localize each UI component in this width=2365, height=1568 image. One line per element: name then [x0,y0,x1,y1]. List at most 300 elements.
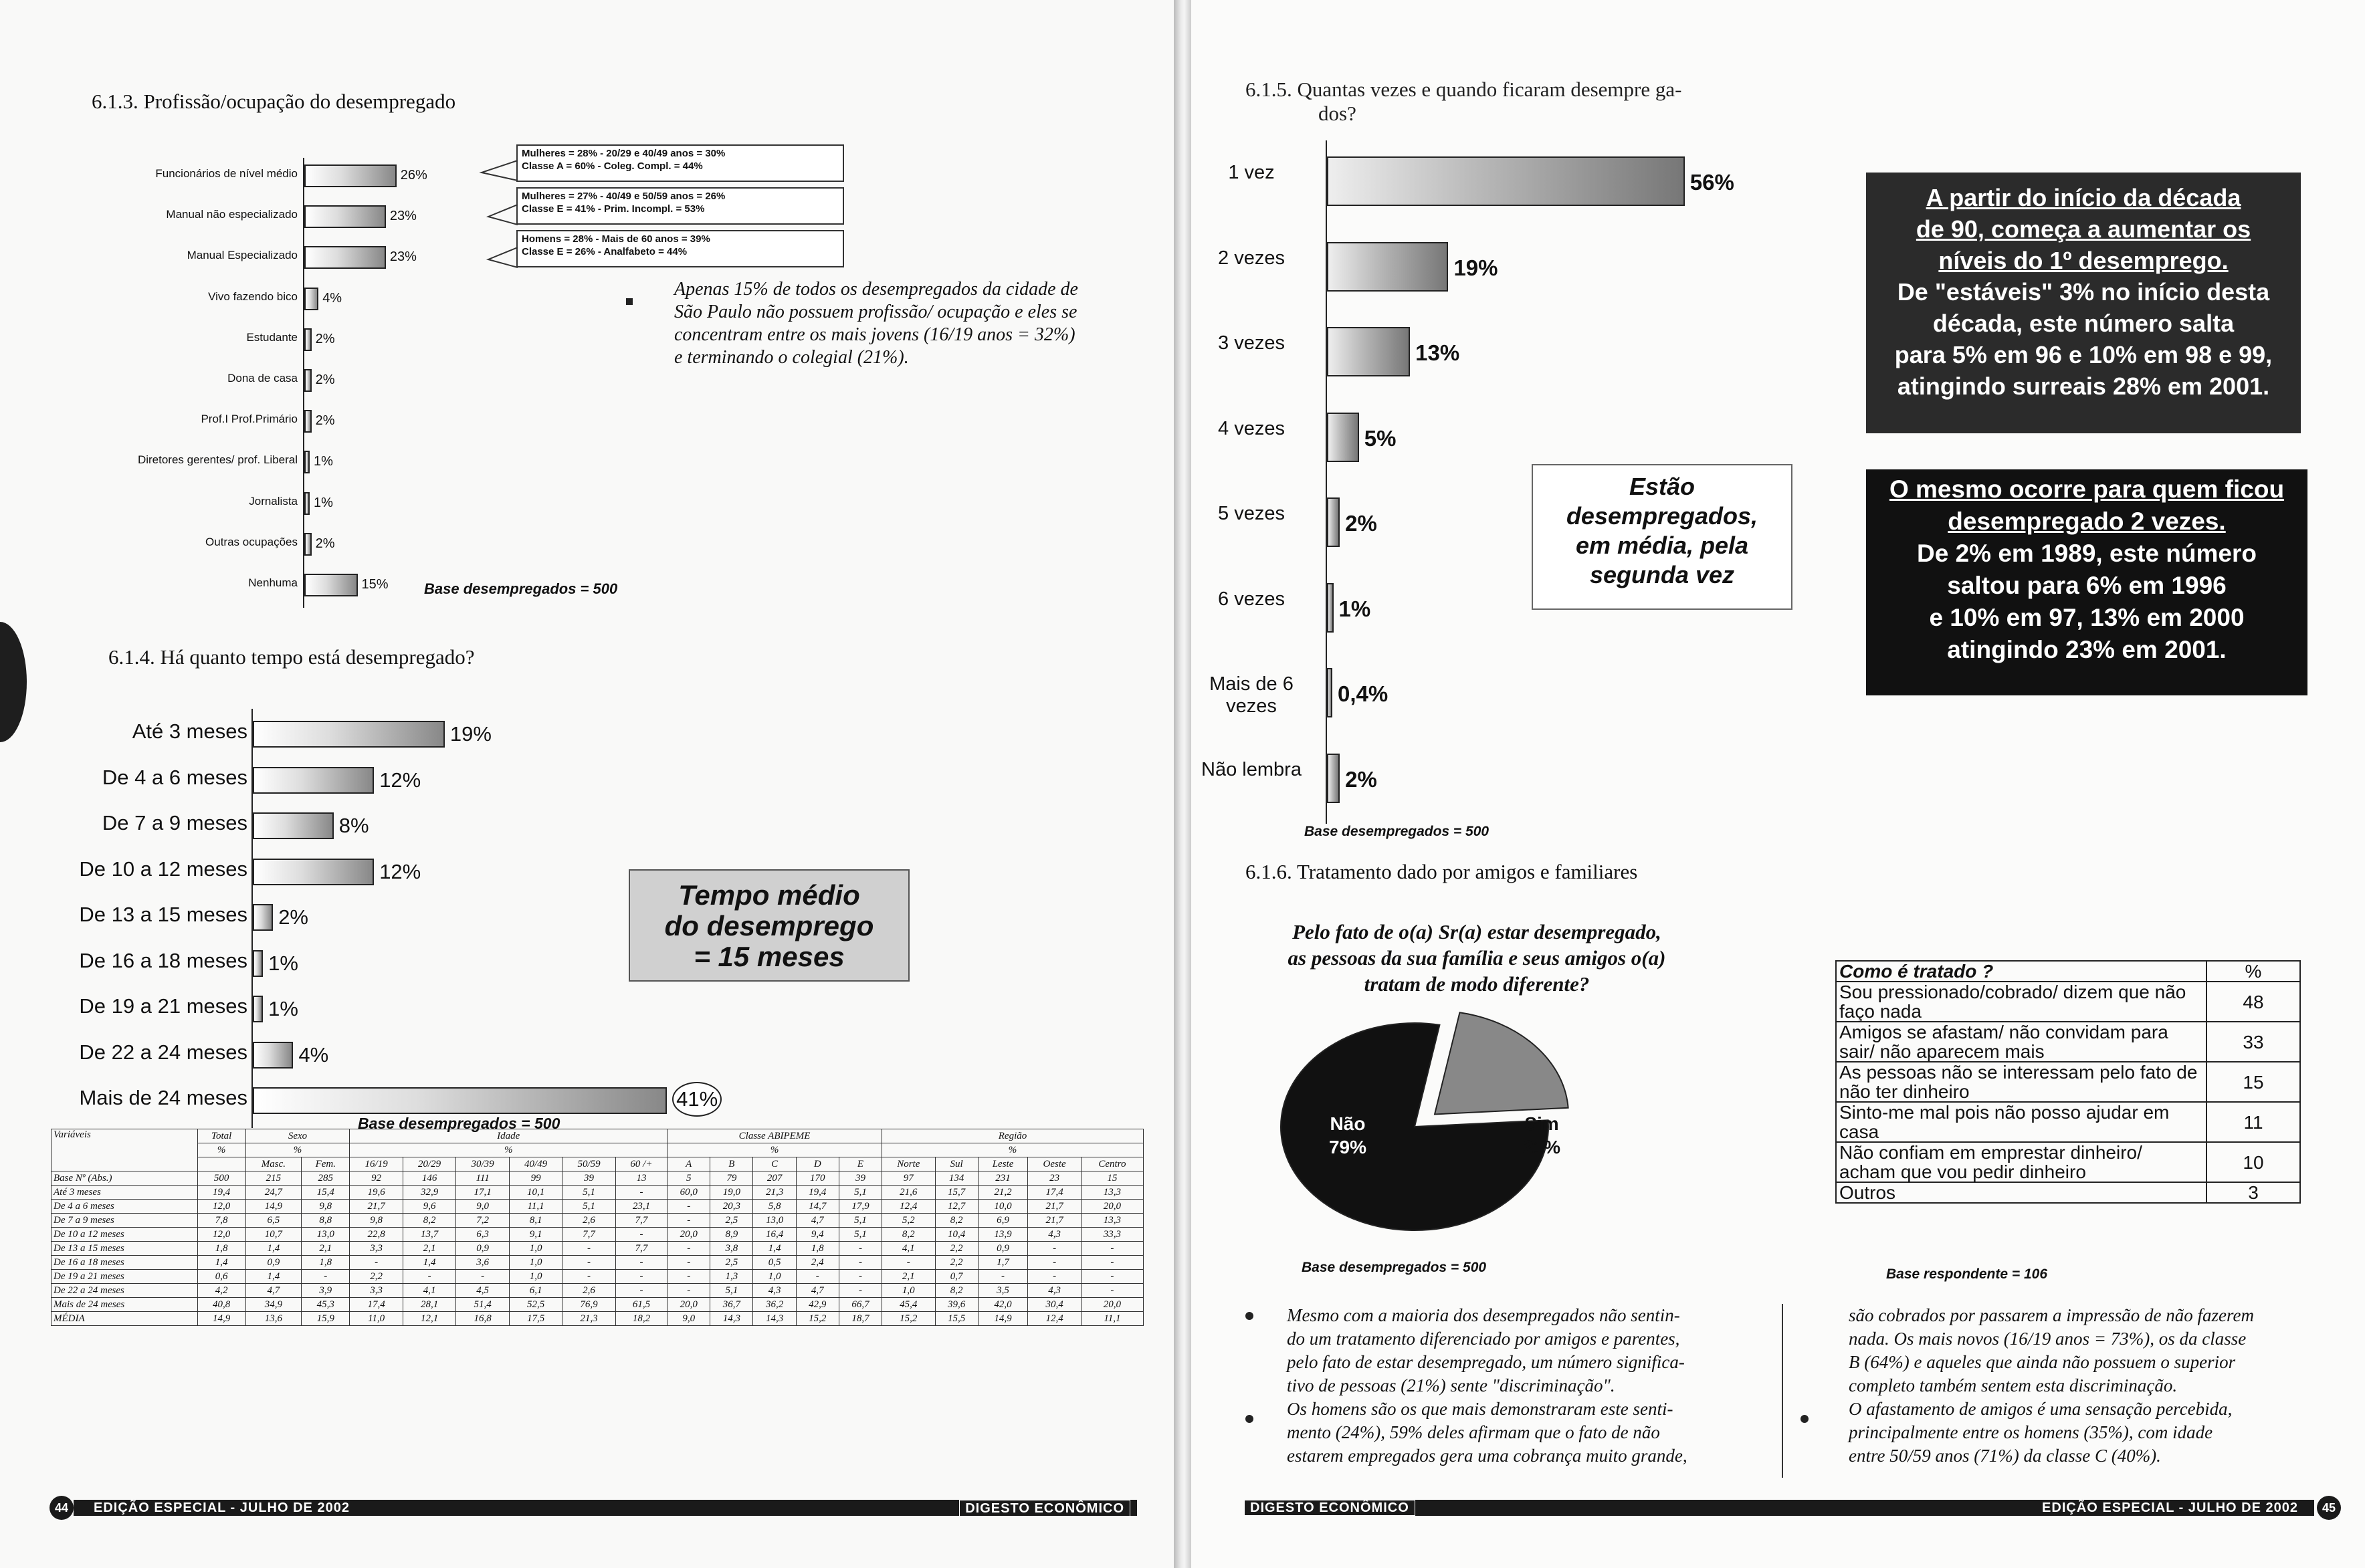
occupation-bar [304,288,318,310]
table-cell: 97 [882,1171,935,1186]
question-line-3: tratam de modo diferente? [1364,972,1590,996]
table-cell: - [667,1200,710,1214]
table-cell: 39 [839,1171,882,1186]
table-cell: 2,4 [796,1256,839,1270]
table-cell: 4,5 [456,1284,509,1298]
table-cell: 14,7 [796,1200,839,1214]
right-footer-edition: EDIÇÃO ESPECIAL - JULHO DE 2002 [2042,1500,2298,1515]
times-pct: 56% [1689,170,1734,195]
table-cell: 0,6 [197,1270,245,1284]
table-subheader-cell: 60 /+ [615,1157,667,1171]
times-label: 6 vezes [1218,588,1285,610]
right-footer-bar [1244,1500,2314,1516]
table-cell: 9,0 [667,1312,710,1326]
times-label: 1 vez [1228,162,1275,183]
table-cell: 17,5 [509,1312,562,1326]
table-cell: 60,0 [667,1186,710,1200]
table-cell: 11,0 [350,1312,403,1326]
table-cell: 1,7 [978,1256,1028,1270]
table-cell: 36,7 [710,1298,753,1312]
times-pct: 1% [1338,596,1371,621]
s615-title-line-1: 6.1.5. Quantas vezes e quando ficaram desempre ga- [1245,78,1682,101]
text-bullet-3 [1801,1415,1809,1423]
treatment-table-base: Base respondente = 106 [1886,1266,2048,1282]
table-cell: 215 [245,1171,302,1186]
duration-bar [253,767,374,794]
table-subheader-cell: 20/29 [403,1157,455,1171]
table-cell: De 16 a 18 meses [52,1256,198,1270]
table-row [52,1298,1144,1312]
table-subheader-cell: Oeste [1028,1157,1081,1171]
table-cell: 21,2 [978,1186,1028,1200]
occupation-pct: 23% [389,209,417,224]
table-subheader-cell: Fem. [302,1157,350,1171]
text-right-3: B (64%) e aqueles que ainda não possuem o superior [1849,1352,2236,1372]
occupation-label: Dona de casa [227,372,298,384]
table-cell: Até 3 meses [52,1186,198,1200]
table-header-row-3 [52,1157,1144,1171]
occupation-bar [304,246,386,269]
table-cell: 207 [753,1171,796,1186]
table-cell: 5,2 [882,1214,935,1228]
duration-base-note: Base desempregados = 500 [358,1115,560,1132]
duration-label: Até 3 meses [132,719,247,743]
estao-line-3: em média, pela [1575,532,1749,559]
occupation-label: Outras ocupações [205,535,298,548]
table-cell: 18,7 [839,1312,882,1326]
duration-pct: 12% [379,768,421,792]
table-cell: 285 [302,1171,350,1186]
table-cell: 3,5 [978,1284,1028,1298]
table-cell: 14,9 [197,1312,245,1326]
occupation-label: Diretores gerentes/ prof. Liberal [137,453,298,467]
table-row [52,1171,1144,1186]
page-number-44: 44 [49,1496,74,1520]
table-cell: 52,5 [509,1298,562,1312]
table-cell: 1,0 [509,1256,562,1270]
treatment-header-row [1836,961,2300,982]
times-pct: 5% [1364,425,1397,451]
second-unemployment-box [1866,469,2307,695]
table-cell: 17,4 [1028,1186,1081,1200]
table-cell: 3,8 [710,1242,753,1256]
box1-line-1: A partir do início da década [1926,184,2241,211]
table-cell: 30,4 [1028,1298,1081,1312]
times-pct: 19% [1453,255,1498,280]
table-unit-cell: % [350,1143,667,1157]
table-cell: 40,8 [197,1298,245,1312]
times-bar [1327,242,1448,292]
table-cell: 0,5 [753,1256,796,1270]
times-bar [1327,156,1685,206]
table-cell: 15 [1081,1171,1143,1186]
occupation-label: Funcionários de nível médio [155,167,298,180]
page-number-45: 45 [2317,1496,2341,1520]
duration-bar [253,996,263,1022]
table-cell: 10,4 [935,1228,978,1242]
table-cell: - [667,1256,710,1270]
table-cell: 1,0 [882,1284,935,1298]
times-bar [1327,327,1410,376]
table-cell: 12,4 [1028,1312,1081,1326]
table-row [52,1186,1144,1200]
table-cell: MÉDIA [52,1312,198,1326]
times-pct: 13% [1415,340,1460,365]
table-cell: 1,0 [509,1242,562,1256]
duration-pct: 12% [379,859,421,883]
table-cell: 4,1 [403,1284,455,1298]
table-cell: 24,7 [245,1186,302,1200]
occupation-bar [304,574,358,596]
table-cell: - [667,1242,710,1256]
duration-crosstab [51,1129,1144,1326]
note-line-2: São Paulo não possuem profissão/ ocupação e eles se [674,302,1077,322]
occupation-label: Estudante [246,330,298,344]
table-cell: 1,4 [245,1242,302,1256]
table-cell: 28,1 [403,1298,455,1312]
avg-line-1: Tempo médio [678,879,860,911]
table-cell: 21,7 [1028,1214,1081,1228]
text-right-1: são cobrados por passarem a impressão de não fazerem [1849,1305,2254,1325]
table-cell: 146 [403,1171,455,1186]
occupation-pct: 2% [315,536,335,551]
table-cell: - [1081,1256,1143,1270]
table-cell: - [456,1270,509,1284]
table-cell: 39 [562,1171,615,1186]
left-footer-edition: EDIÇÃO ESPECIAL - JULHO DE 2002 [94,1500,350,1515]
table-cell: 1,0 [509,1270,562,1284]
table-cell: - [839,1284,882,1298]
table-cell: 1,8 [197,1242,245,1256]
table-cell: 6,3 [456,1228,509,1242]
callout-1-line-1: Mulheres = 28% - 20/29 e 40/49 anos = 30% [522,148,726,159]
pie-label: Sim [1524,1113,1559,1134]
table-cell: 45,4 [882,1298,935,1312]
treatment-reason: Não confiam em emprestar dinheiro/ acham que vou pedir dinheiro [1836,1142,2206,1182]
occupation-pct: 1% [314,454,333,469]
occupation-pct: 1% [314,495,333,510]
table-cell: De 22 a 24 meses [52,1284,198,1298]
table-cell: 42,0 [978,1298,1028,1312]
table-cell: 4,7 [796,1284,839,1298]
book-gutter [1174,0,1191,1568]
table-cell: - [667,1270,710,1284]
table-empty-cell [197,1157,245,1171]
occupation-bar [304,410,312,433]
duration-label: De 19 a 21 meses [79,994,247,1018]
table-cell: - [839,1242,882,1256]
table-cell: 5,1 [562,1186,615,1200]
table-cell: 3,6 [456,1256,509,1270]
table-header-cell: Classe ABIPEME [667,1129,882,1143]
text-left-5: Os homens são os que mais demonstraram este senti- [1287,1399,1673,1419]
treatment-value: 48 [2206,982,2300,1022]
note-line-4: e terminando o colegial (21%). [674,347,909,368]
column-divider [1782,1304,1783,1478]
duration-pct: 19% [449,722,492,746]
table-cell: 9,8 [302,1200,350,1214]
average-duration-box [629,869,910,982]
times-label: 4 vezes [1218,417,1285,439]
occupation-pct: 2% [315,331,335,346]
pie-label: 79% [1328,1137,1367,1157]
table-cell: 1,0 [753,1270,796,1284]
table-cell: 4,7 [245,1284,302,1298]
occupation-pct: 4% [322,290,342,306]
table-cell: - [350,1256,403,1270]
occupation-pct: 2% [315,372,335,387]
duration-pct: 2% [278,905,308,929]
table-cell: 231 [978,1171,1028,1186]
duration-label: De 22 a 24 meses [79,1040,247,1064]
times-label: 2 vezes [1218,247,1285,269]
table-cell: 99 [509,1171,562,1186]
table-cell: 92 [350,1171,403,1186]
text-bullet-2 [1245,1415,1253,1423]
occupation-pct: 15% [361,577,389,592]
table-cell: 170 [796,1171,839,1186]
table-subheader-cell: Centro [1081,1157,1143,1171]
occupation-label: Manual Especializado [187,249,298,262]
table-cell: 2,2 [935,1242,978,1256]
occupation-label: Nenhuma [248,576,298,589]
times-label: 5 vezes [1218,503,1285,524]
estao-line-4: segunda vez [1589,561,1735,588]
table-cell: 2,1 [882,1270,935,1284]
table-cell: De 19 a 21 meses [52,1270,198,1284]
table-cell: 4,7 [796,1214,839,1228]
table-cell: 13,9 [978,1228,1028,1242]
table-cell: 45,3 [302,1298,350,1312]
estao-line-2: desempregados, [1566,502,1758,530]
treatment-reason: As pessoas não se interessam pelo fato de não ter dinheiro [1836,1062,2206,1102]
table-cell: 23,1 [615,1200,667,1214]
table-cell: 14,9 [978,1312,1028,1326]
table-cell: 5,1 [710,1284,753,1298]
table-cell: - [839,1256,882,1270]
avg-line-3: = 15 meses [694,941,845,972]
text-left-3: pelo fato de estar desempregado, um número significa- [1287,1352,1685,1372]
table-cell: - [615,1228,667,1242]
table-cell: 2,1 [302,1242,350,1256]
table-cell: - [562,1242,615,1256]
table-cell: - [1081,1242,1143,1256]
table-cell: De 10 a 12 meses [52,1228,198,1242]
occupation-base-note: Base desempregados = 500 [424,580,618,597]
table-cell: 13 [615,1171,667,1186]
pie-base-note: Base desempregados = 500 [1302,1260,1487,1275]
table-cell: - [667,1284,710,1298]
table-cell: - [978,1270,1028,1284]
table-cell: - [302,1270,350,1284]
treatment-reason: Sou pressionado/cobrado/ dizem que não faço nada [1836,982,2206,1022]
table-cell: 7,2 [456,1214,509,1228]
table-cell: 10,7 [245,1228,302,1242]
table-header-cell: Idade [350,1129,667,1143]
section-613-title: 6.1.3. Profissão/ocupação do desempregado [92,90,456,113]
table-cell: 1,4 [403,1256,455,1270]
table-cell: 15,5 [935,1312,978,1326]
treatment-value: 15 [2206,1062,2300,1102]
table-cell: 12,0 [197,1200,245,1214]
treatment-value: 11 [2206,1102,2300,1142]
occupation-bar [304,533,312,556]
table-cell: 1,4 [753,1242,796,1256]
left-footer-magazine: DIGESTO ECONÔMICO [959,1500,1130,1517]
table-cell: - [615,1186,667,1200]
table-cell: 23 [1028,1171,1081,1186]
table-cell: 8,2 [882,1228,935,1242]
duration-pct: 1% [268,997,298,1020]
table-cell: 4,3 [1028,1228,1081,1242]
treatment-pie-chart [1271,1003,1619,1257]
occupation-pct: 2% [315,413,335,429]
times-label: 3 vezes [1218,332,1285,354]
table-cell: 7,7 [615,1242,667,1256]
table-cell: 4,3 [753,1284,796,1298]
table-cell: 12,7 [935,1200,978,1214]
table-row [52,1312,1144,1326]
occupation-bar [304,164,397,187]
table-cell: 39,6 [935,1298,978,1312]
table-subheader-cell: 40/49 [509,1157,562,1171]
duration-bar [253,1042,293,1069]
table-subheader-cell: Leste [978,1157,1028,1171]
table-cell: 0,9 [245,1256,302,1270]
treatment-reason: Amigos se afastam/ não convidam para sair/ não aparecem mais [1836,1022,2206,1062]
table-cell: 19,4 [796,1186,839,1200]
table-cell: 19,6 [350,1186,403,1200]
section-616-title: 6.1.6. Tratamento dado por amigos e familiares [1245,860,1638,883]
text-right-6: principalmente entre os homens (35%), com idade [1849,1422,2213,1442]
table-cell: 20,0 [1081,1298,1143,1312]
table-cell: 21,3 [562,1312,615,1326]
treatment-value: 33 [2206,1022,2300,1062]
table-cell: 5 [667,1171,710,1186]
table-cell: De 4 a 6 meses [52,1200,198,1214]
box1-line-3: níveis do 1º desemprego. [1938,247,2229,274]
table-subheader-cell: 30/39 [456,1157,509,1171]
times-bar [1327,754,1340,803]
text-bullet-1 [1245,1312,1253,1320]
table-cell: 13,0 [753,1214,796,1228]
table-cell: Base Nº (Abs.) [52,1171,198,1186]
table-cell: 17,4 [350,1298,403,1312]
callout-2 [516,187,844,225]
first-unemployment-box [1866,173,2301,433]
note-bullet [626,298,633,305]
occupation-note [674,278,1078,369]
table-cell: - [882,1256,935,1270]
times-bar [1327,413,1359,462]
treatment-row [1836,1182,2300,1203]
pie-label: 21% [1522,1137,1561,1157]
table-cell: 11,1 [1081,1312,1143,1326]
treatment-text-right [1849,1304,2317,1468]
pie-label: Não [1330,1113,1366,1134]
box2-line-4: saltou para 6% em 1996 [1947,572,2227,599]
treatment-row [1836,982,2300,1022]
text-left-6: mento (24%), 59% deles afirmam que o fato de não [1287,1422,1660,1442]
note-line-3: concentram entre os mais jovens (16/19 anos = 32%) [674,324,1075,345]
table-cell: 14,3 [753,1312,796,1326]
table-cell: 15,9 [302,1312,350,1326]
duration-bar [253,812,334,839]
table-cell: 6,5 [245,1214,302,1228]
table-cell: - [562,1256,615,1270]
table-cell: 0,7 [935,1270,978,1284]
treatment-row [1836,1102,2300,1142]
table-cell: 21,7 [350,1200,403,1214]
occupation-label: Jornalista [249,494,298,508]
table-cell: 8,2 [403,1214,455,1228]
table-header-cell: Variáveis [52,1129,198,1171]
table-cell: 14,3 [710,1312,753,1326]
table-cell: 2,2 [935,1256,978,1270]
table-cell: 32,9 [403,1186,455,1200]
box2-line-3: De 2% em 1989, este número [1917,540,2257,567]
table-subheader-cell: E [839,1157,882,1171]
question-line-1: Pelo fato de o(a) Sr(a) estar desempregado, [1292,920,1661,943]
occupation-bar [304,328,312,351]
table-cell: 10,1 [509,1186,562,1200]
table-cell: 1,8 [796,1242,839,1256]
table-cell: - [1028,1256,1081,1270]
duration-label: De 10 a 12 meses [79,857,247,881]
times-pct: 0,4% [1338,681,1389,706]
table-row [52,1242,1144,1256]
table-cell: 8,2 [935,1214,978,1228]
s615-title-line-2: dos? [1318,102,1356,125]
table-cell: - [562,1270,615,1284]
box1-line-5: década, este número salta [1932,310,2235,337]
table-cell: 21,6 [882,1186,935,1200]
table-row [52,1284,1144,1298]
table-cell: 9,0 [456,1200,509,1214]
pie-slice [1435,1012,1568,1114]
table-cell: 20,0 [667,1298,710,1312]
occupation-bar [304,205,386,228]
estao-line-1: Estão [1629,473,1695,500]
treatment-value: 10 [2206,1142,2300,1182]
callout-1 [516,144,844,182]
table-cell: 12,0 [197,1228,245,1242]
note-line-1: Apenas 15% de todos os desempregados da cidade de [674,279,1078,300]
table-cell: 79 [710,1171,753,1186]
table-cell: 2,1 [403,1242,455,1256]
table-cell: 36,2 [753,1298,796,1312]
table-cell: - [796,1270,839,1284]
table-cell: 3,3 [350,1242,403,1256]
occupation-bar [304,492,310,515]
treatment-table [1835,960,2301,1204]
table-cell: Mais de 24 meses [52,1298,198,1312]
table-cell: 15,7 [935,1186,978,1200]
callout-2-line-2: Classe E = 41% - Prim. Incompl. = 53% [522,203,705,215]
treatment-row [1836,1062,2300,1102]
table-cell: 0,9 [978,1242,1028,1256]
table-cell: 2,6 [562,1214,615,1228]
table-cell: 33,3 [1081,1228,1143,1242]
right-footer-magazine: DIGESTO ECONÔMICO [1244,1500,1415,1516]
table-cell: 76,9 [562,1298,615,1312]
callout-1-line-2: Classe A = 60% - Coleg. Compl. = 44% [522,160,703,172]
times-bar [1327,497,1340,547]
table-header-cell: Sexo [245,1129,350,1143]
table-subheader-cell: Masc. [245,1157,302,1171]
table-cell: 51,4 [456,1298,509,1312]
table-cell: - [403,1270,455,1284]
